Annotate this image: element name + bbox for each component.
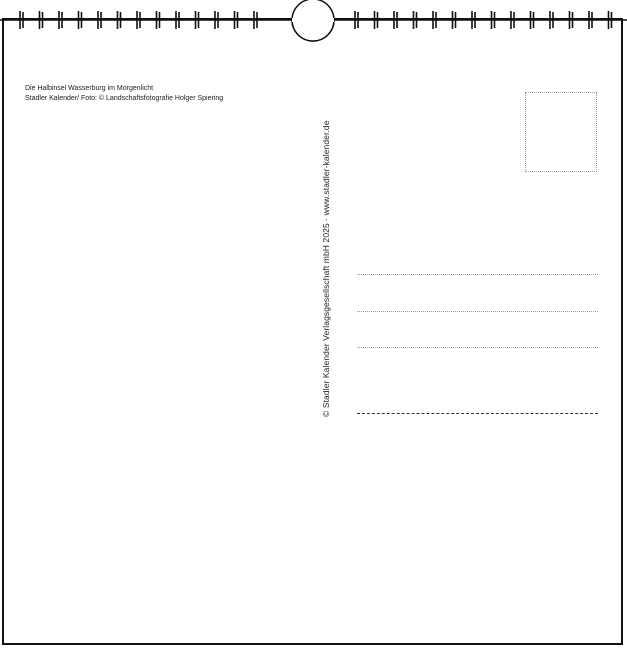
photo-caption bbox=[25, 84, 223, 104]
caption-credit: Stadler Kalender/ Foto: © Landschaftsfotografie Holger Spiering bbox=[25, 95, 224, 102]
spiral-binding bbox=[0, 0, 627, 48]
address-line-4 bbox=[357, 413, 598, 414]
stamp-box bbox=[525, 92, 597, 172]
address-line-2 bbox=[357, 311, 598, 312]
address-line-1 bbox=[357, 274, 598, 275]
caption-title: Die Halbinsel Wasserburg im Morgenlicht bbox=[25, 85, 154, 92]
publisher-imprint: © Stadler Kalender Verlagsgesellschaft mbH 2025 · www.stadler-kalender.de bbox=[321, 120, 331, 417]
address-line-3 bbox=[357, 347, 598, 348]
